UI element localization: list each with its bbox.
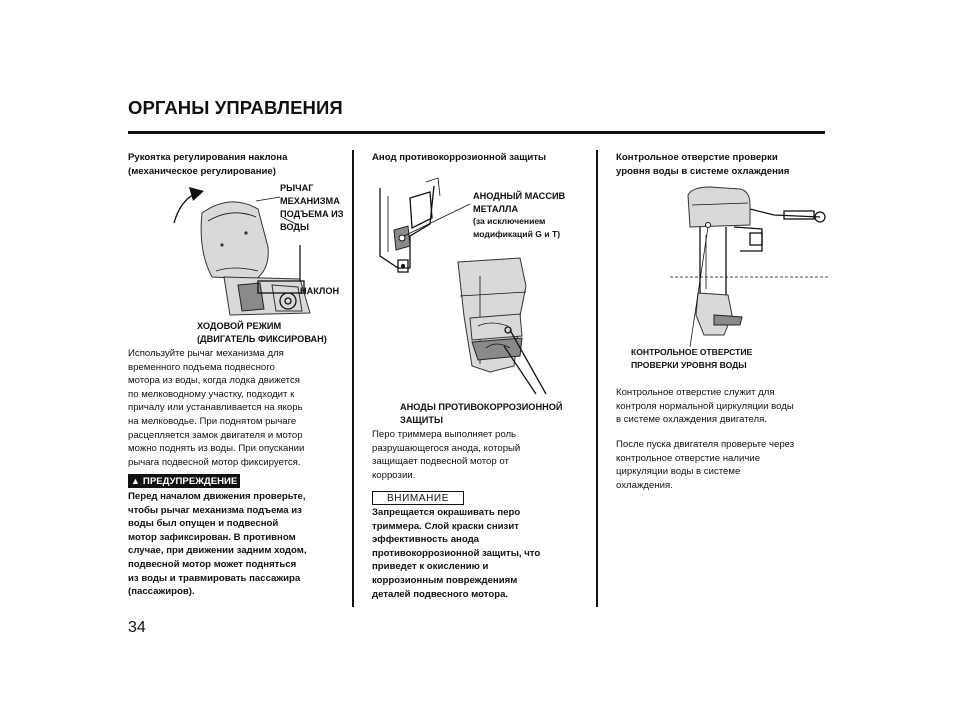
label-anode-note bbox=[473, 215, 560, 240]
label-anode-line: МЕТАЛЛА bbox=[473, 203, 519, 214]
label-anodes-line: ЗАЩИТЫ bbox=[400, 414, 443, 425]
water-check-hole-illustration bbox=[670, 185, 830, 345]
body-line: причалу или устанавливается на якорь bbox=[128, 402, 303, 414]
label-anode-block bbox=[473, 190, 565, 215]
warning-line: чтобы рычаг механизма подъема из bbox=[128, 504, 302, 516]
col2-notice-text bbox=[372, 506, 592, 601]
body-line: контрольное отверстие наличие bbox=[616, 452, 761, 464]
warning-line: подвесной мотор может подняться bbox=[128, 558, 297, 570]
body-line: можно поднять из воды. При опускании bbox=[128, 443, 305, 455]
body-line: контроля нормальной циркуляции воды bbox=[616, 400, 794, 412]
warning-line: Перед началом движения проверьте, bbox=[128, 491, 306, 502]
notice-line: Запрещается окрашивать перо bbox=[372, 507, 521, 518]
body-line: Перо триммера выполняет роль bbox=[372, 429, 517, 440]
notice-line: деталей подвесного мотора. bbox=[372, 588, 509, 600]
label-anode-line: АНОДНЫЙ МАССИВ bbox=[473, 191, 566, 201]
label-run-line: ХОДОВОЙ РЕЖИМ bbox=[197, 321, 282, 331]
warning-line: мотор зафиксирован. В противном bbox=[128, 531, 296, 543]
title-rule bbox=[128, 131, 825, 134]
label-lever-line: ВОДЫ bbox=[280, 222, 309, 232]
notice-line: приведет к окислению и bbox=[372, 561, 489, 573]
col3-heading-line: Контрольное отверстие проверки bbox=[616, 152, 778, 163]
col1-heading-line: (механическое регулирование) bbox=[128, 165, 276, 177]
label-check-hole-line: ПРОВЕРКИ УРОВНЯ ВОДЫ bbox=[631, 359, 747, 370]
body-line: на мелководье. При поднятом рычаге bbox=[128, 415, 297, 427]
col2-body bbox=[372, 428, 592, 482]
warning-line: (пассажиров). bbox=[128, 586, 195, 598]
label-check-hole bbox=[631, 346, 752, 371]
warning-badge bbox=[128, 474, 240, 488]
notice-line: противокоррозионной защиты, что bbox=[372, 547, 541, 559]
body-line: После пуска двигателя проверьте через bbox=[616, 439, 795, 450]
body-line: циркуляции воды в системе bbox=[616, 466, 741, 478]
label-anodes bbox=[400, 401, 562, 426]
notice-line: триммера. Слой краски снизит bbox=[372, 520, 519, 532]
body-line: защищает подвесной мотор от bbox=[372, 456, 509, 468]
body-line: по мелководному участку, подходит к bbox=[128, 388, 295, 400]
body-line: Контрольное отверстие служит для bbox=[616, 387, 775, 398]
label-anodes-line: АНОДЫ ПРОТИВОКОРРОЗИОННОЙ bbox=[400, 402, 563, 412]
label-tilt: НАКЛОН bbox=[300, 286, 340, 296]
label-lever-line: МЕХАНИЗМА bbox=[280, 196, 340, 206]
page-number: 34 bbox=[128, 619, 146, 636]
col1-heading bbox=[128, 151, 287, 178]
col3-body-1 bbox=[616, 386, 831, 427]
tilt-up-arrow-head-icon bbox=[189, 187, 204, 201]
label-run-mode bbox=[197, 320, 327, 345]
notice-line: эффективность анода bbox=[372, 534, 480, 546]
body-line: рычага подвесной мотор фиксируется. bbox=[128, 456, 301, 468]
body-line: охлаждения. bbox=[616, 479, 673, 491]
col1-body bbox=[128, 347, 348, 469]
column-divider-2 bbox=[596, 150, 598, 607]
warning-line: случае, при движении задним ходом, bbox=[128, 545, 307, 557]
body-line: разрушающегося анода, который bbox=[372, 442, 521, 454]
col2-heading: Анод противокоррозионной защиты bbox=[372, 152, 547, 163]
body-line: Используйте рычаг механизма для bbox=[128, 348, 284, 359]
body-line: временного подъема подвесного bbox=[128, 361, 275, 373]
warning-line: из воды и травмировать пассажира bbox=[128, 572, 301, 584]
col1-warning-text bbox=[128, 490, 350, 599]
label-anode-note-line: (за исключением bbox=[473, 216, 546, 226]
label-run-line: (ДВИГАТЕЛЬ ФИКСИРОВАН) bbox=[197, 333, 327, 344]
trim-tab-anodes-illustration bbox=[450, 256, 560, 401]
notice-line: коррозионным повреждениям bbox=[372, 574, 518, 586]
warning-line: воды был опущен и подвесной bbox=[128, 518, 279, 530]
label-anode-note-line: модификаций G и T) bbox=[473, 228, 561, 239]
page-title: ОРГАНЫ УПРАВЛЕНИЯ bbox=[128, 97, 343, 118]
warning-triangle-icon: ▲ bbox=[131, 476, 140, 486]
label-check-hole-line: КОНТРОЛЬНОЕ ОТВЕРСТИЕ bbox=[631, 347, 753, 357]
col3-heading-line: уровня воды в системе охлаждения bbox=[616, 165, 790, 177]
label-lever-line: РЫЧАГ bbox=[280, 183, 314, 193]
label-lever bbox=[280, 182, 344, 234]
body-line: коррозии. bbox=[372, 469, 416, 481]
body-line: расцепляется замок двигателя и мотор bbox=[128, 429, 303, 441]
body-line: мотора из воды, когда лодка движется bbox=[128, 375, 300, 387]
body-line: в системе охлаждения двигателя. bbox=[616, 414, 767, 426]
col1-heading-line: Рукоятка регулирования наклона bbox=[128, 152, 288, 163]
col3-heading bbox=[616, 151, 789, 178]
col3-body-2 bbox=[616, 438, 831, 492]
warning-label: ПРЕДУПРЕЖДЕНИЕ bbox=[142, 476, 238, 487]
engine-cover-shape bbox=[201, 202, 268, 279]
notice-badge: ВНИМАНИЕ bbox=[372, 491, 464, 505]
label-lever-line: ПОДЪЕМА ИЗ bbox=[280, 209, 344, 219]
